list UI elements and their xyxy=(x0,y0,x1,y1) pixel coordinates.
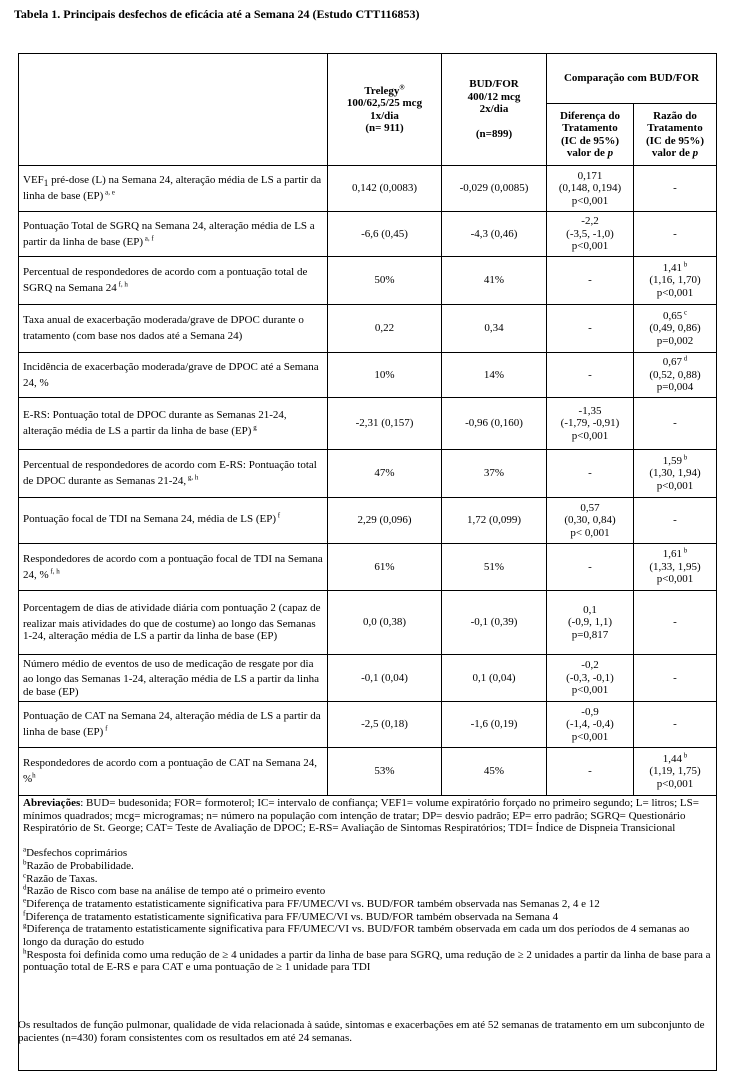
diff-value-line: - xyxy=(588,274,592,287)
table-title: Tabela 1. Principais desfechos de eficácia até a Semana 24 (Estudo CTT116853) xyxy=(14,7,420,21)
diff-value xyxy=(547,450,634,498)
trelegy-value-text: -6,6 (0,45) xyxy=(361,227,408,240)
budfor-value xyxy=(442,498,547,544)
row-label-footnote: f, h xyxy=(116,280,128,289)
ratio-value-line: 1,61 xyxy=(662,548,682,561)
ratio-value-line: - xyxy=(673,671,677,684)
row-label-footnote: h xyxy=(32,771,36,780)
ratio-value xyxy=(634,591,717,655)
trelegy-value xyxy=(328,305,442,353)
diff-value-line: -1,35 xyxy=(578,404,602,417)
ratio-value-line: p<0,001 xyxy=(656,777,694,790)
ratio-value-line: (1,30, 1,94) xyxy=(649,467,701,480)
table-row xyxy=(19,398,717,450)
header-comparison: Comparação com BUD/FOR xyxy=(547,54,717,104)
header-trelegy-dose: 100/62,5/25 mcg xyxy=(346,97,423,109)
footnote-mark: e xyxy=(23,896,27,905)
diff-value-line: p=0,817 xyxy=(571,628,609,641)
trelegy-value xyxy=(328,591,442,655)
table-row xyxy=(19,353,717,398)
ratio-value xyxy=(634,398,717,450)
ratio-value-line: p=0,004 xyxy=(656,381,694,394)
diff-value-line: (-0,3, -0,1) xyxy=(566,671,614,684)
trelegy-value-text: 0,22 xyxy=(374,322,395,335)
budfor-value-text: -0,96 (0,160) xyxy=(465,417,523,430)
row-label xyxy=(19,398,328,450)
budfor-value-text: -4,3 (0,46) xyxy=(470,227,518,240)
header-budfor xyxy=(442,54,547,166)
diff-value-line: -2,2 xyxy=(581,215,599,228)
header-diff-line: valor de xyxy=(566,147,608,159)
diff-value-line: p<0,001 xyxy=(571,684,609,697)
header-trelegy-name: Trelegy xyxy=(364,84,400,97)
table-row xyxy=(19,305,717,353)
trelegy-value-text: 61% xyxy=(374,560,395,573)
row-label xyxy=(19,655,328,702)
budfor-value-text: 0,1 (0,04) xyxy=(472,671,516,684)
diff-value-line: - xyxy=(588,467,592,480)
ratio-value-footnote: b xyxy=(682,453,688,462)
footnote-text: Razão de Risco com base na análise de tempo até o primeiro evento xyxy=(26,885,326,898)
header-diff-line: (IC de 95%) xyxy=(560,134,620,147)
footnote-mark: h xyxy=(23,947,27,956)
header-budfor-freq: 2x/dia xyxy=(479,103,509,116)
diff-value-line: (-3,5, -1,0) xyxy=(566,227,614,240)
diff-value-line: (0,30, 0,84) xyxy=(564,514,616,527)
row-label xyxy=(19,544,328,591)
ratio-value-line: 1,41 xyxy=(662,261,682,274)
diff-value-line: -0,9 xyxy=(581,705,599,718)
footnote-mark: f xyxy=(23,908,26,917)
trelegy-value-text: -0,1 (0,04) xyxy=(361,671,408,684)
row-label-text: Pontuação Total de SGRQ na Semana 24, alteração média de LS a partir da linha de base (EP) xyxy=(23,219,315,248)
header-ratio-line: Tratamento xyxy=(647,122,703,134)
ratio-value-line: - xyxy=(673,182,677,195)
budfor-value-text: 0,34 xyxy=(484,322,504,335)
row-label xyxy=(19,498,328,544)
trelegy-value xyxy=(328,353,442,398)
diff-value-line: (-1,4, -0,4) xyxy=(566,718,614,731)
ratio-value-line: 1,59 xyxy=(662,454,682,467)
table-row xyxy=(19,655,717,702)
header-budfor-name: BUD/FOR xyxy=(469,78,519,91)
diff-value-line: 0,57 xyxy=(580,501,600,514)
row-label xyxy=(19,450,328,498)
budfor-value xyxy=(442,398,547,450)
ratio-value xyxy=(634,748,717,796)
diff-value xyxy=(547,257,634,305)
budfor-value-text: -0,029 (0,0085) xyxy=(459,182,529,195)
row-label xyxy=(19,257,328,305)
ratio-value-footnote: c xyxy=(682,308,688,317)
header-trelegy-n: (n= 911) xyxy=(365,122,404,134)
budfor-value xyxy=(442,748,547,796)
row-label-text: Incidência de exacerbação moderada/grave de DPOC até a Semana 24, % xyxy=(23,360,319,389)
footnote xyxy=(23,847,712,860)
table-row xyxy=(19,748,717,796)
footnote-text: Diferença de tratamento estatisticamente significativa para FF/UMEC/VI vs. BUD/FOR também observada nas Semanas 2, 4 e 12 xyxy=(26,897,600,910)
ratio-value-line: p<0,001 xyxy=(656,573,694,586)
trelegy-value-text: 2,29 (0,096) xyxy=(357,514,412,527)
budfor-value-text: 41% xyxy=(483,274,505,287)
diff-value xyxy=(547,166,634,212)
abbreviations-text: : BUD= budesonida; FOR= formoterol; IC= intervalo de confiança; VEF1= volume expiratório forçado no primeiro segundo; L= litros; LS= mínimos quadrados; mcg= microgramas; n= número na população com intenção de tratar; DP= desvio padrão; EP= erro padrão; SGRQ= Questionário Respiratório de St. George; CAT= Teste de Avaliação de DPOC; E-RS= Avaliação de Sintomas Respiratórios; TDI= Índice de Dispneia Transicional xyxy=(23,797,699,835)
footnote xyxy=(23,949,712,974)
ratio-value-line: (0,49, 0,86) xyxy=(649,322,701,335)
footnote xyxy=(23,870,712,886)
ratio-value-line: - xyxy=(673,417,677,430)
footnote xyxy=(23,860,712,873)
table-row xyxy=(19,212,717,257)
budfor-value xyxy=(442,305,547,353)
efficacy-table xyxy=(18,53,717,1071)
diff-value xyxy=(547,398,634,450)
budfor-value xyxy=(442,655,547,702)
p-italic: p xyxy=(607,147,614,159)
ratio-value xyxy=(634,702,717,748)
diff-value-line: (-1,79, -0,91) xyxy=(560,417,620,430)
budfor-value-text: 45% xyxy=(483,765,505,778)
budfor-value xyxy=(442,450,547,498)
budfor-value-text: 1,72 (0,099) xyxy=(466,514,522,527)
ratio-value-footnote: b xyxy=(682,751,688,760)
row-label xyxy=(19,748,328,796)
ratio-value xyxy=(634,305,717,353)
row-label-text: Porcentagem de dias de atividade diária com pontuação 2 (capaz de realizar mais atividades do que de costume) ao longo das Semanas 1-24, alteração média de LS a partir da linha de base (EP) xyxy=(23,602,321,643)
header-row-top xyxy=(19,54,717,104)
trelegy-value xyxy=(328,702,442,748)
ratio-value-line: p=0,002 xyxy=(656,334,694,347)
ratio-value-line: - xyxy=(673,718,677,731)
diff-value-line: p<0,001 xyxy=(571,730,609,743)
header-trelegy-freq: 1x/dia xyxy=(370,109,399,122)
row-label-text: pré-dose (L) na Semana 24, alteração média de LS a partir da linha de base (EP) xyxy=(23,174,322,203)
diff-value-line: p<0,001 xyxy=(571,194,609,207)
budfor-value xyxy=(442,702,547,748)
footnote-mark: d xyxy=(23,883,27,892)
row-label xyxy=(19,702,328,748)
budfor-value xyxy=(442,591,547,655)
footnote-text: Diferença de tratamento estatisticamente significativa para FF/UMEC/VI vs. BUD/FOR também observada em cada um dos períodos de 4 semanas ao longo da duração do estudo xyxy=(23,923,690,949)
ratio-value-line: p<0,001 xyxy=(656,479,694,492)
footnote-mark: c xyxy=(23,870,27,879)
diff-value xyxy=(547,305,634,353)
trelegy-value xyxy=(328,166,442,212)
budfor-value xyxy=(442,353,547,398)
row-label xyxy=(19,353,328,398)
footnote-text: Diferença de tratamento estatisticamente significativa para FF/UMEC/VI vs. BUD/FOR também observada na Semana 4 xyxy=(25,910,559,923)
trelegy-value-text: 0,0 (0,38) xyxy=(362,616,407,629)
header-budfor-dose: 400/12 mcg xyxy=(467,90,521,103)
footnote xyxy=(23,923,712,948)
header-diff-line: Tratamento xyxy=(562,122,618,134)
ratio-value-line: p<0,001 xyxy=(656,286,694,299)
abbreviations xyxy=(23,797,712,835)
footnote-text: Resposta foi definida como uma redução de ≥ 4 unidades a partir da linha de base para SGRQ, uma redução de ≥ 2 unidades a partir da linha de base para a pontuação total de E-RS e para CAT e uma pontuação de ≥ 1 unidade para TDI xyxy=(23,948,711,974)
header-ratio-line: Razão do xyxy=(653,109,697,122)
trelegy-value xyxy=(328,257,442,305)
ratio-value xyxy=(634,655,717,702)
budfor-value xyxy=(442,212,547,257)
budfor-value-text: 14% xyxy=(483,368,505,381)
closing-note: Os resultados de função pulmonar, qualidade de vida relacionada à saúde, sintomas e exacerbações em até 52 semanas de tratamento em um subconjunto de pacientes (n=430) foram consistentes com os resultados em até 24 semanas. xyxy=(18,1019,705,1044)
footnote-text: Razão de Probabilidade. xyxy=(26,859,134,872)
trelegy-value xyxy=(328,398,442,450)
row-label-text: Percentual de respondedores de acordo com a pontuação total de SGRQ na Semana 24 xyxy=(23,266,308,295)
p-italic: p xyxy=(692,147,699,159)
diff-value-line: - xyxy=(588,322,592,335)
budfor-value xyxy=(442,257,547,305)
budfor-value xyxy=(442,166,547,212)
ratio-value-line: (0,52, 0,88) xyxy=(649,368,701,381)
diff-value xyxy=(547,544,634,591)
budfor-value-text: -0,1 (0,39) xyxy=(470,616,518,629)
diff-value-line: 0,1 xyxy=(583,603,597,616)
row-label xyxy=(19,166,328,212)
table-row xyxy=(19,450,717,498)
trelegy-value xyxy=(328,498,442,544)
table-row xyxy=(19,702,717,748)
ratio-value-line: - xyxy=(673,616,677,629)
trelegy-value-text: 53% xyxy=(374,765,395,778)
budfor-value-text: -1,6 (0,19) xyxy=(470,718,518,731)
diff-value-line: - xyxy=(588,368,592,381)
header-ratio-line: valor de xyxy=(651,147,693,159)
header-diff-line: Diferença do xyxy=(560,109,620,122)
ratio-value-line: - xyxy=(673,227,677,240)
row-label-text: Número médio de eventos de uso de medicação de resgate por dia ao longo das Semanas 1-24, alteração média de LS a partir da linha de base (EP) xyxy=(23,657,319,698)
footnote xyxy=(23,908,712,924)
table-row xyxy=(19,591,717,655)
diff-value xyxy=(547,655,634,702)
footnote-mark: g xyxy=(23,921,27,930)
ratio-value-footnote: b xyxy=(682,546,688,555)
row-label-footnote: g xyxy=(251,423,257,432)
registered-mark: ® xyxy=(399,82,405,91)
diff-value xyxy=(547,498,634,544)
diff-value xyxy=(547,748,634,796)
table-row xyxy=(19,498,717,544)
row-label xyxy=(19,591,328,655)
footnote xyxy=(23,898,712,911)
budfor-value xyxy=(442,544,547,591)
row-label-text: Taxa anual de exacerbação moderada/grave de DPOC durante o tratamento (com base nos dados até a Semana 24) xyxy=(23,314,304,343)
table-row xyxy=(19,166,717,212)
ratio-value xyxy=(634,257,717,305)
ratio-value-line: (1,16, 1,70) xyxy=(649,274,701,287)
ratio-value-footnote: b xyxy=(682,260,688,269)
ratio-value xyxy=(634,544,717,591)
trelegy-value-text: 50% xyxy=(374,274,395,287)
ratio-value xyxy=(634,212,717,257)
row-label-footnote: g, h xyxy=(186,473,199,482)
ratio-value-line: - xyxy=(673,514,677,527)
diff-value-line: p< 0,001 xyxy=(570,526,610,539)
diff-value xyxy=(547,591,634,655)
table-row xyxy=(19,257,717,305)
ratio-value xyxy=(634,498,717,544)
diff-value-line: p<0,001 xyxy=(571,240,609,253)
ratio-value-line: 1,44 xyxy=(662,752,682,765)
row-label-text: Percentual de respondedores de acordo com E-RS: Pontuação total de DPOC durante as Semanas 21-24, xyxy=(23,459,317,488)
diff-value xyxy=(547,702,634,748)
abbreviations-label: Abreviações xyxy=(23,797,81,809)
trelegy-value-text: 47% xyxy=(374,467,395,480)
row-label xyxy=(19,305,328,353)
footnote-mark: b xyxy=(23,858,27,867)
row-label-footnote: a, e xyxy=(103,188,115,197)
trelegy-value-text: -2,31 (0,157) xyxy=(355,417,414,430)
diff-value-line: -0,2 xyxy=(581,659,599,672)
header-ratio-line: (IC de 95%) xyxy=(645,134,705,147)
header-ratio xyxy=(634,104,717,166)
budfor-value-text: 37% xyxy=(483,467,505,480)
diff-value-line: p<0,001 xyxy=(571,429,609,442)
row-label-text: Respondedores de acordo com a pontuação de CAT na Semana 24, % xyxy=(23,757,317,786)
row-label-prefix: VEF xyxy=(23,174,44,187)
row-label-footnote: f, h xyxy=(48,566,60,575)
row-label-subscript: 1 xyxy=(43,178,49,189)
diff-value-line: 0,171 xyxy=(577,169,603,182)
row-label-text: Pontuação focal de TDI na Semana 24, média de LS (EP) xyxy=(23,512,277,525)
row-label-footnote: f xyxy=(103,724,108,733)
diff-value-line: (-0,9, 1,1) xyxy=(568,616,612,629)
diff-value-line: (0,148, 0,194) xyxy=(558,182,622,195)
footnote-text: Razão de Taxas. xyxy=(26,872,98,885)
header-budfor-n: (n=899) xyxy=(475,128,513,141)
trelegy-value xyxy=(328,212,442,257)
diff-value-line: - xyxy=(588,765,592,778)
ratio-value-line: 0,67 xyxy=(662,356,682,369)
trelegy-value xyxy=(328,748,442,796)
table-row xyxy=(19,544,717,591)
diff-value xyxy=(547,212,634,257)
budfor-value-text: 51% xyxy=(483,560,505,573)
trelegy-value xyxy=(328,655,442,702)
ratio-value xyxy=(634,166,717,212)
ratio-value-footnote: d xyxy=(682,354,688,363)
ratio-value-line: (1,33, 1,95) xyxy=(649,560,701,573)
footnote-mark: a xyxy=(23,845,27,854)
trelegy-value-text: 0,142 (0,0083) xyxy=(351,182,418,195)
header-empty-cell xyxy=(19,54,328,166)
trelegy-value xyxy=(328,544,442,591)
header-diff xyxy=(547,104,634,166)
diff-value-line: - xyxy=(588,560,592,573)
ratio-value xyxy=(634,450,717,498)
diff-value xyxy=(547,353,634,398)
header-trelegy xyxy=(328,54,442,166)
footnote-text: Desfechos coprimários xyxy=(26,847,128,860)
footnote xyxy=(23,885,712,898)
row-label-footnote: a, f xyxy=(143,233,154,242)
ratio-value-line: (1,19, 1,75) xyxy=(649,765,701,778)
trelegy-value xyxy=(328,450,442,498)
ratio-value-line: 0,65 xyxy=(662,309,683,322)
trelegy-value-text: -2,5 (0,18) xyxy=(361,718,408,731)
trelegy-value-text: 10% xyxy=(374,368,395,381)
footnotes-list xyxy=(23,847,712,974)
row-label-text: E-RS: Pontuação total de DPOC durante as Semanas 21-24, alteração média de LS a partir da linha de base (EP) xyxy=(23,409,287,438)
row-label-footnote: f xyxy=(276,511,281,519)
row-label-text: Pontuação de CAT na Semana 24, alteração média de LS a partir da linha de base (EP) xyxy=(23,710,321,739)
row-label-text: Respondedores de acordo com a pontuação focal de TDI na Semana 24, % xyxy=(23,552,323,581)
ratio-value xyxy=(634,353,717,398)
row-label xyxy=(19,212,328,257)
